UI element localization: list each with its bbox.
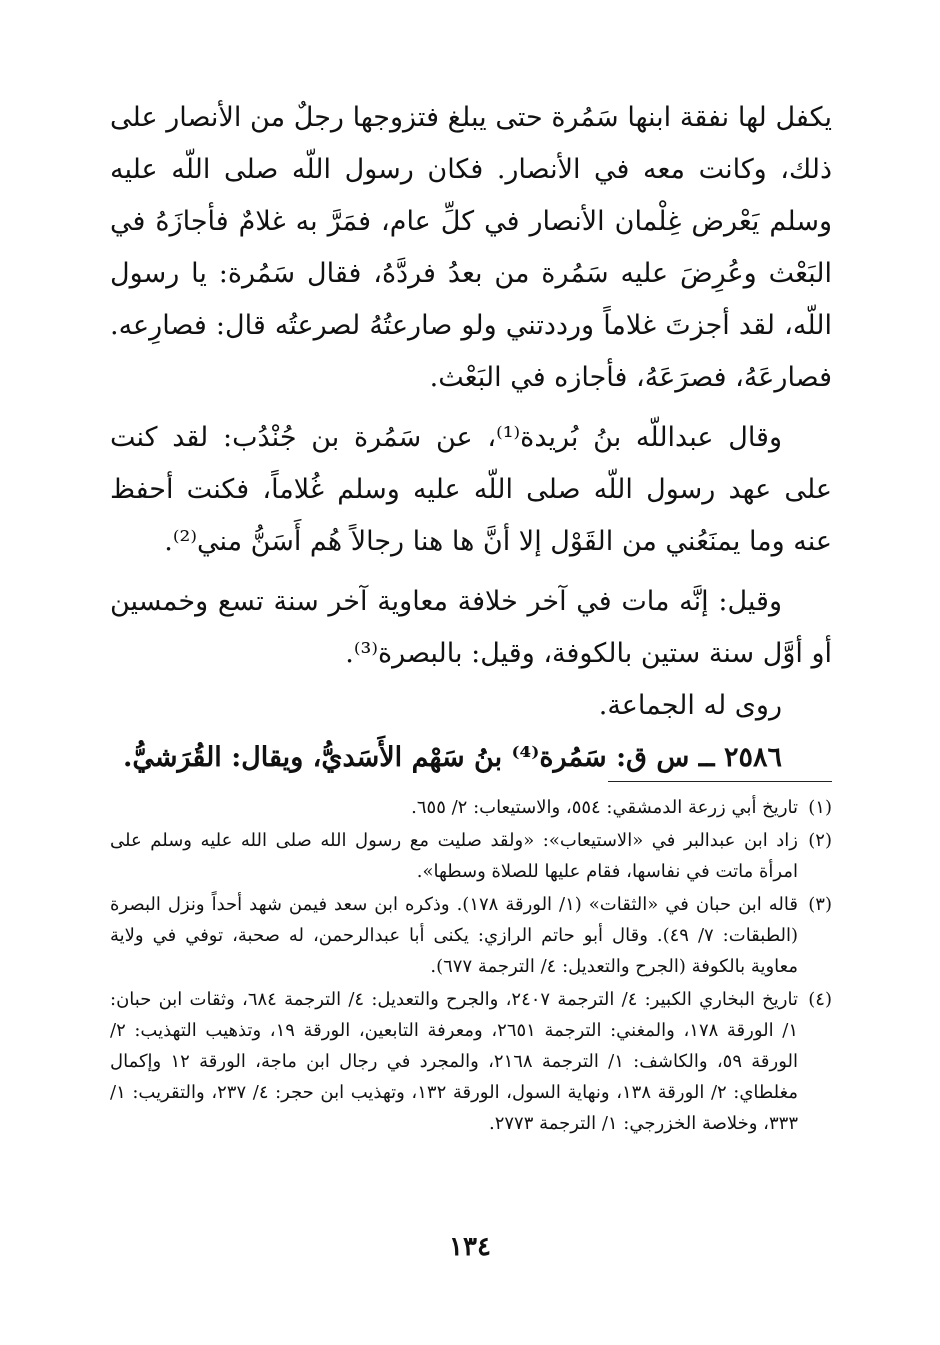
footnote-number: (٢) bbox=[808, 830, 832, 851]
paragraph-2: وقال عبداللّه بنُ بُريدة⁽¹⁾، عن سَمُرة بن جُنْدُب: لقد كنت على عهد رسول اللّه صلى اللّه عليه وسلم غُلاماً، فكنت أحفظ عنه وما يمنَعُني من القَوْل إلا أنَّ ها هنا رجالاً هُم أَسَنُّ مني⁽²⁾. bbox=[110, 422, 832, 557]
footnote-3 bbox=[110, 889, 832, 982]
footnotes-block bbox=[110, 792, 832, 1141]
footnote-4 bbox=[110, 984, 832, 1139]
footnote-text: تاريخ أبي زرعة الدمشقي: ٥٥٤، والاستيعاب: ٢/ ٦٥٥. bbox=[411, 797, 798, 818]
main-text-block bbox=[110, 92, 832, 784]
footnote-number: (٤) bbox=[808, 989, 832, 1010]
paragraph-3: وقيل: إنَّه مات في آخر خلافة معاوية آخر سنة تسع وخمسين أو أوَّل سنة ستين بالكوفة، وقيل: بالبصرة⁽³⁾. bbox=[110, 586, 832, 669]
footnote-2 bbox=[110, 825, 832, 887]
footnote-separator bbox=[608, 781, 832, 782]
footnote-text: تاريخ البخاري الكبير: ٤/ الترجمة ٢٤٠٧، والجرح والتعديل: ٤/ الترجمة ٦٨٤، وثقات ابن حبان: ١/ الورقة ١٧٨، والمغني: الترجمة ٢٦٥١، ومعرفة التابعين، الورقة ١٩، وتذهيب التهذيب: ٢/ الورقة ٥٩، والكاشف: ١/ الترجمة ٢١٦٨، والمجرد في رجال ابن ماجة، الورقة ١٢ وإكمال مغلطاي: ٢/ الورقة ١٣٨، ونهاية السول، الورقة ١٣٢، وتهذيب ابن حجر: ٤/ ٢٣٧، والتقريب: ١/ ٣٣٣، وخلاصة الخزرجي: ١/ الترجمة ٢٧٧٣. bbox=[110, 989, 799, 1134]
footnote-number: (٣) bbox=[808, 894, 832, 915]
paragraph-4: روى له الجماعة. bbox=[598, 690, 782, 721]
page-number: ١٣٤ bbox=[449, 1232, 491, 1262]
footnote-1 bbox=[110, 792, 832, 823]
entry-heading: ٢٥٨٦ ــ س ق: سَمُرة⁽⁴⁾ بنُ سَهْم الأَسَديُّ، ويقال: القُرَشيُّ. bbox=[123, 742, 782, 773]
footnote-number: (١) bbox=[808, 797, 832, 818]
footnote-text: زاد ابن عبدالبر في «الاستيعاب»: «ولقد صليت مع رسول الله صلى الله عليه وسلم على امرأة ماتت في نفاسها، فقام عليها للصلاة وسطها». bbox=[110, 830, 798, 882]
paragraph-1: يكفل لها نفقة ابنها سَمُرة حتى يبلغ فتزوجها رجلٌ من الأنصار على ذلك، وكانت معه في الأنصار. فكان رسول اللّه صلى اللّه عليه وسلم يَعْرض غِلْمان الأنصار في كلِّ عام، فمَرَّ به غلامٌ فأجازَهُ في البَعْث وعُرِضَ عليه سَمُرة من بعدُ فردَّهُ، فقال سَمُرة: يا رسول اللّه، لقد أجزتَ غلاماً ورددتني ولو صارعتُهُ لصرعتُه قال: فصارِعه. فصارعَهُ، فصرَعَهُ، فأجازه في البَعْث. bbox=[110, 102, 832, 393]
footnote-text: قاله ابن حبان في «الثقات» (١/ الورقة ١٧٨). وذكره ابن سعد فيمن شهد أحداً ونزل البصرة (الطبقات: ٧/ ٤٩). وقال أبو حاتم الرازي: يكنى أبا عبدالرحمن، له صحبة، توفي في ولاية معاوية بالكوفة (الجرح والتعديل: ٤/ الترجمة ٦٧٧). bbox=[110, 894, 798, 977]
